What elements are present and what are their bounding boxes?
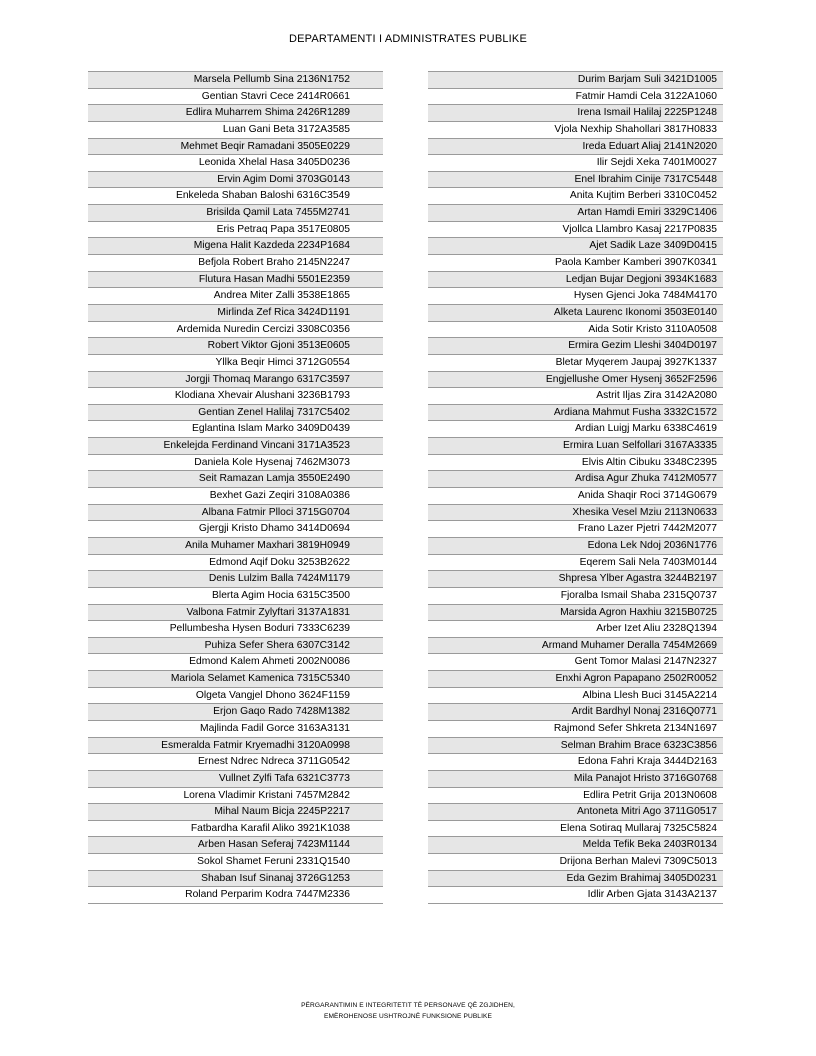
list-item: Arben Hasan Seferaj 7423M1144 bbox=[88, 837, 383, 854]
list-item: Eglantina Islam Marko 3409D0439 bbox=[88, 421, 383, 438]
list-item: Marsida Agron Haxhiu 3215B0725 bbox=[428, 605, 723, 622]
list-item: Albana Fatmir Plloci 3715G0704 bbox=[88, 505, 383, 522]
list-item: Vjollca Llambro Kasaj 2217P0835 bbox=[428, 222, 723, 239]
list-item: Ardiana Mahmut Fusha 3332C1572 bbox=[428, 405, 723, 422]
list-item: Hysen Gjenci Joka 7484M4170 bbox=[428, 288, 723, 305]
footer bbox=[0, 1000, 816, 1022]
list-item: Robert Viktor Gjoni 3513E0605 bbox=[88, 338, 383, 355]
list-item: Mirlinda Zef Rica 3424D1191 bbox=[88, 305, 383, 322]
list-item: Seit Ramazan Lamja 3550E2490 bbox=[88, 471, 383, 488]
list-item: Puhiza Sefer Shera 6307C3142 bbox=[88, 638, 383, 655]
list-item: Lorena Vladimir Kristani 7457M2842 bbox=[88, 788, 383, 805]
list-item: Mihal Naum Bicja 2245P2217 bbox=[88, 804, 383, 821]
list-item: Erjon Gaqo Rado 7428M1382 bbox=[88, 704, 383, 721]
list-item: Paola Kamber Kamberi 3907K0341 bbox=[428, 255, 723, 272]
list-item: Anida Shaqir Roci 3714G0679 bbox=[428, 488, 723, 505]
list-item: Blerta Agim Hocia 6315C3500 bbox=[88, 588, 383, 605]
list-item: Flutura Hasan Madhi 5501E2359 bbox=[88, 272, 383, 289]
list-item: Irena Ismail Halilaj 2225P1248 bbox=[428, 105, 723, 122]
list-item: Majlinda Fadil Gorce 3163A3131 bbox=[88, 721, 383, 738]
footer-line-1: PËRGARANTIMIN E INTEGRITETIT TË PERSONAVE QË ZGJIDHEN, bbox=[301, 1002, 515, 1009]
footer-line-2: EMËROHENOSE USHTROJNË FUNKSIONE PUBLIKE bbox=[323, 1013, 493, 1020]
list-item: Eda Gezim Brahimaj 3405D0231 bbox=[428, 871, 723, 888]
list-item: Eris Petraq Papa 3517E0805 bbox=[88, 222, 383, 239]
list-item: Sokol Shamet Feruni 2331Q1540 bbox=[88, 854, 383, 871]
list-item: Eqerem Sali Nela 7403M0144 bbox=[428, 555, 723, 572]
list-item: Roland Perparim Kodra 7447M2336 bbox=[88, 887, 383, 904]
list-item: Fjoralba Ismail Shaba 2315Q0737 bbox=[428, 588, 723, 605]
list-item: Idlir Arben Gjata 3143A2137 bbox=[428, 887, 723, 904]
list-item: Daniela Kole Hysenaj 7462M3073 bbox=[88, 455, 383, 472]
list-item: Jorgji Thomaq Marango 6317C3597 bbox=[88, 372, 383, 389]
list-item: Engjellushe Omer Hysenj 3652F2596 bbox=[428, 372, 723, 389]
list-item: Anita Kujtim Berberi 3310C0452 bbox=[428, 188, 723, 205]
list-item: Pellumbesha Hysen Boduri 7333C6239 bbox=[88, 621, 383, 638]
list-item: Brisilda Qamil Lata 7455M2741 bbox=[88, 205, 383, 222]
list-item: Frano Lazer Pjetri 7442M2077 bbox=[428, 521, 723, 538]
list-item: Befjola Robert Braho 2145N2247 bbox=[88, 255, 383, 272]
list-item: Melda Tefik Beka 2403R0134 bbox=[428, 837, 723, 854]
page-title: DEPARTAMENTI I ADMINISTRATES PUBLIKE bbox=[288, 33, 528, 45]
list-item: Drijona Berhan Malevi 7309C5013 bbox=[428, 854, 723, 871]
list-item: Migena Halit Kazdeda 2234P1684 bbox=[88, 238, 383, 255]
list-item: Ardit Bardhyl Nonaj 2316Q0771 bbox=[428, 704, 723, 721]
list-item: Enxhi Agron Papapano 2502R0052 bbox=[428, 671, 723, 688]
list-item: Shaban Isuf Sinanaj 3726G1253 bbox=[88, 871, 383, 888]
list-item: Elvis Altin Cibuku 3348C2395 bbox=[428, 455, 723, 472]
list-item: Ardemida Nuredin Cercizi 3308C0356 bbox=[88, 322, 383, 339]
list-item: Ajet Sadik Laze 3409D0415 bbox=[428, 238, 723, 255]
list-item: Esmeralda Fatmir Kryemadhi 3120A0998 bbox=[88, 738, 383, 755]
list-item: Olgeta Vangjel Dhono 3624F1159 bbox=[88, 688, 383, 705]
list-item: Gjergji Kristo Dhamo 3414D0694 bbox=[88, 521, 383, 538]
list-item: Fatmir Hamdi Cela 3122A1060 bbox=[428, 89, 723, 106]
left-name-list bbox=[88, 71, 383, 904]
list-item: Mila Panajot Hristo 3716G0768 bbox=[428, 771, 723, 788]
list-item: Anila Muhamer Maxhari 3819H0949 bbox=[88, 538, 383, 555]
list-item: Edmond Kalem Ahmeti 2002N0086 bbox=[88, 654, 383, 671]
list-item: Shpresa Ylber Agastra 3244B2197 bbox=[428, 571, 723, 588]
list-item: Xhesika Vesel Mziu 2113N0633 bbox=[428, 505, 723, 522]
list-item: Mariola Selamet Kamenica 7315C5340 bbox=[88, 671, 383, 688]
list-item: Astrit Iljas Zira 3142A2080 bbox=[428, 388, 723, 405]
list-item: Ermira Gezim Lleshi 3404D0197 bbox=[428, 338, 723, 355]
list-item: Luan Gani Beta 3172A3585 bbox=[88, 122, 383, 139]
list-item: Klodiana Xhevair Alushani 3236B1793 bbox=[88, 388, 383, 405]
list-item: Denis Lulzim Balla 7424M1179 bbox=[88, 571, 383, 588]
list-item: Bletar Myqerem Jaupaj 3927K1337 bbox=[428, 355, 723, 372]
list-item: Gent Tomor Malasi 2147N2327 bbox=[428, 654, 723, 671]
list-item: Enkeleda Shaban Baloshi 6316C3549 bbox=[88, 188, 383, 205]
list-item: Ermira Luan Selfollari 3167A3335 bbox=[428, 438, 723, 455]
list-item: Fatbardha Karafil Aliko 3921K1038 bbox=[88, 821, 383, 838]
list-item: Enel Ibrahim Cinije 7317C5448 bbox=[428, 172, 723, 189]
list-item: Ireda Eduart Aliaj 2141N2020 bbox=[428, 139, 723, 156]
list-item: Bexhet Gazi Zeqiri 3108A0386 bbox=[88, 488, 383, 505]
list-item: Rajmond Sefer Shkreta 2134N1697 bbox=[428, 721, 723, 738]
list-item: Ardisa Agur Zhuka 7412M0577 bbox=[428, 471, 723, 488]
list-item: Gentian Stavri Cece 2414R0661 bbox=[88, 89, 383, 106]
list-item: Ervin Agim Domi 3703G0143 bbox=[88, 172, 383, 189]
list-item: Aida Sotir Kristo 3110A0508 bbox=[428, 322, 723, 339]
list-item: Enkelejda Ferdinand Vincani 3171A3523 bbox=[88, 438, 383, 455]
list-item: Edlira Petrit Grija 2013N0608 bbox=[428, 788, 723, 805]
list-item: Selman Brahim Brace 6323C3856 bbox=[428, 738, 723, 755]
list-item: Edona Lek Ndoj 2036N1776 bbox=[428, 538, 723, 555]
list-item: Antoneta Mitri Ago 3711G0517 bbox=[428, 804, 723, 821]
list-item: Armand Muhamer Deralla 7454M2669 bbox=[428, 638, 723, 655]
list-item: Gentian Zenel Halilaj 7317C5402 bbox=[88, 405, 383, 422]
list-item: Ernest Ndrec Ndreca 3711G0542 bbox=[88, 754, 383, 771]
list-item: Ilir Sejdi Xeka 7401M0027 bbox=[428, 155, 723, 172]
list-item: Artan Hamdi Emiri 3329C1406 bbox=[428, 205, 723, 222]
list-item: Ardian Luigj Marku 6338C4619 bbox=[428, 421, 723, 438]
list-item: Alketa Laurenc Ikonomi 3503E0140 bbox=[428, 305, 723, 322]
list-item: Elena Sotiraq Mullaraj 7325C5824 bbox=[428, 821, 723, 838]
list-item: Edona Fahri Kraja 3444D2163 bbox=[428, 754, 723, 771]
list-item: Mehmet Beqir Ramadani 3505E0229 bbox=[88, 139, 383, 156]
list-item: Ledjan Bujar Degjoni 3934K1683 bbox=[428, 272, 723, 289]
list-item: Arber Izet Aliu 2328Q1394 bbox=[428, 621, 723, 638]
right-name-list bbox=[428, 71, 723, 904]
list-item: Edmond Aqif Doku 3253B2622 bbox=[88, 555, 383, 572]
list-item: Durim Barjam Suli 3421D1005 bbox=[428, 72, 723, 89]
list-item: Edlira Muharrem Shima 2426R1289 bbox=[88, 105, 383, 122]
list-item: Andrea Miter Zalli 3538E1865 bbox=[88, 288, 383, 305]
list-item: Marsela Pellumb Sina 2136N1752 bbox=[88, 72, 383, 89]
list-item: Yllka Beqir Himci 3712G0554 bbox=[88, 355, 383, 372]
list-item: Valbona Fatmir Zylyftari 3137A1831 bbox=[88, 605, 383, 622]
list-item: Albina Llesh Buci 3145A2214 bbox=[428, 688, 723, 705]
list-item: Vullnet Zylfi Tafa 6321C3773 bbox=[88, 771, 383, 788]
list-item: Leonida Xhelal Hasa 3405D0236 bbox=[88, 155, 383, 172]
list-item: Vjola Nexhip Shahollari 3817H0833 bbox=[428, 122, 723, 139]
